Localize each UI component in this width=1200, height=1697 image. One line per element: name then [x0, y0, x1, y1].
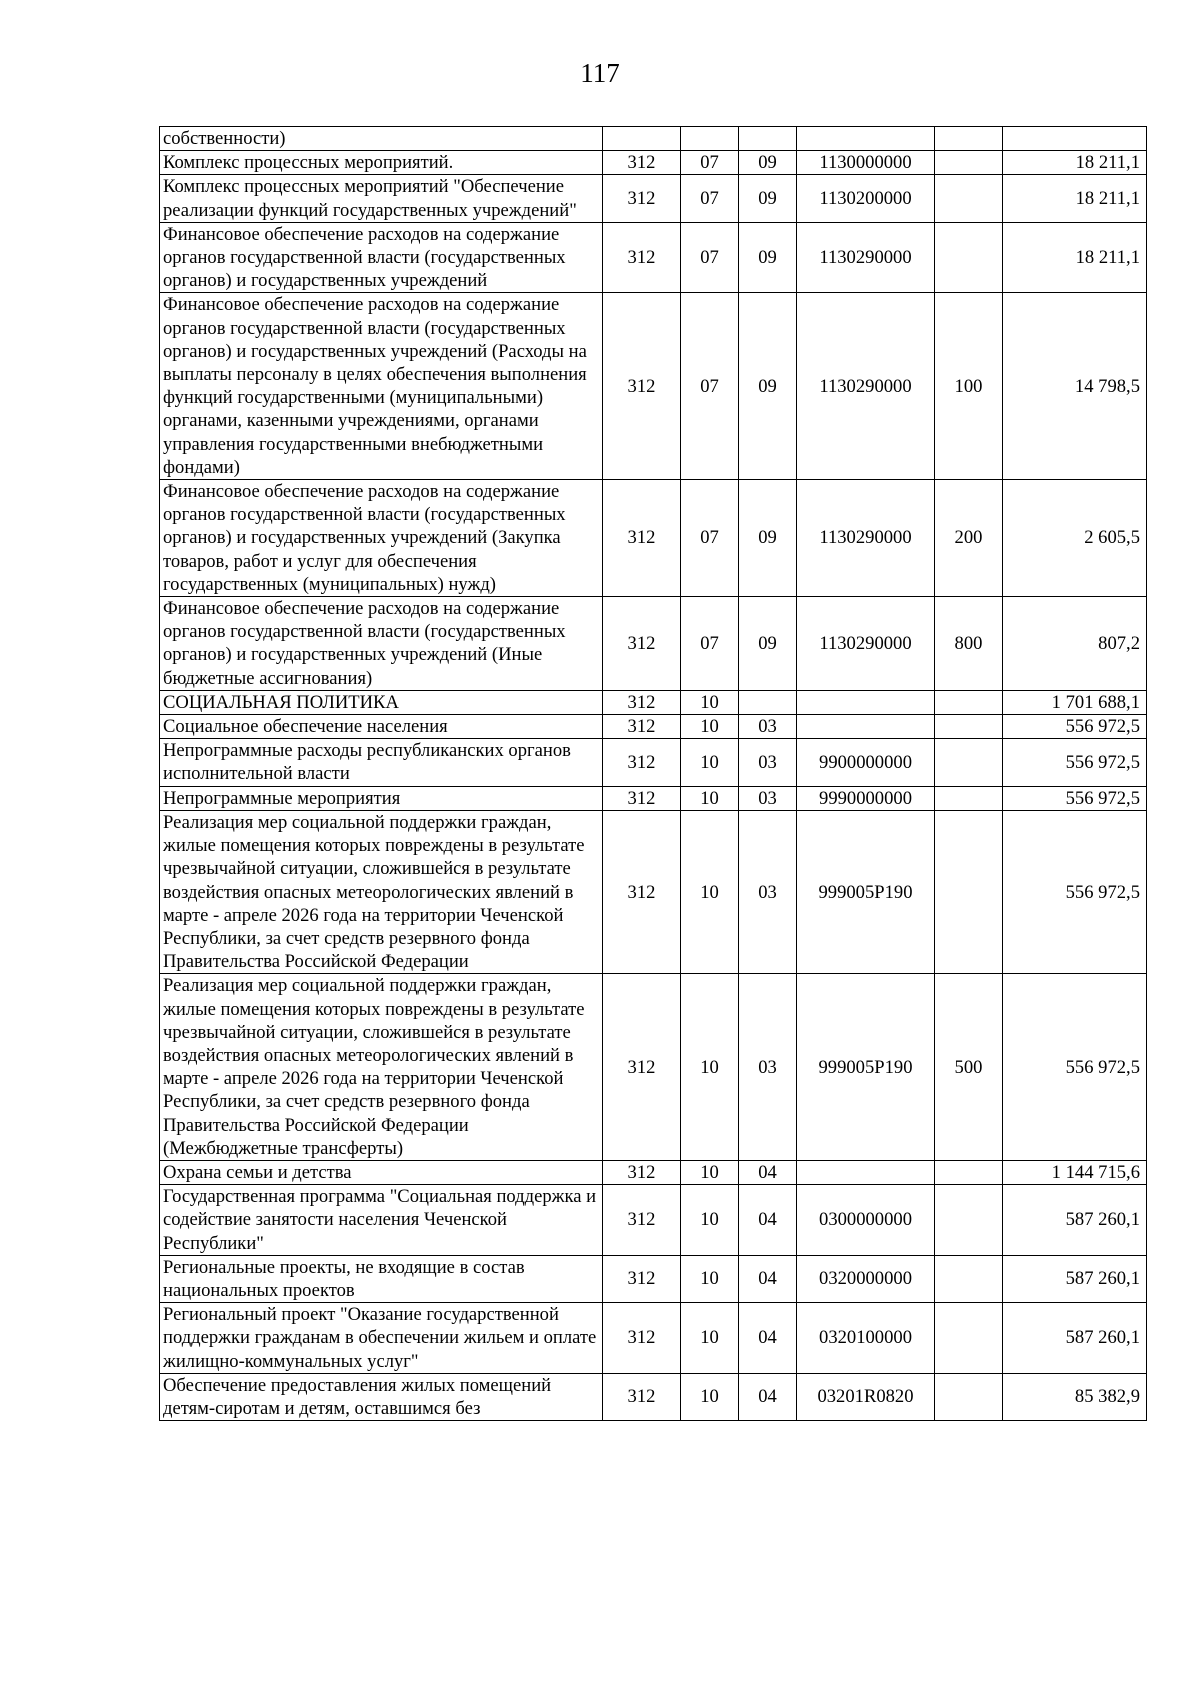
table-row	[160, 151, 1147, 175]
row-target-article-cell	[797, 690, 935, 714]
table-row	[160, 1160, 1147, 1184]
row-subsection-cell: 09	[739, 597, 797, 691]
row-grbs-cell: 312	[603, 739, 681, 786]
row-amount-cell: 18 211,1	[1003, 151, 1147, 175]
row-target-article-cell: 1130200000	[797, 175, 935, 222]
row-expense-type-cell	[935, 715, 1003, 739]
row-amount-cell: 587 260,1	[1003, 1255, 1147, 1302]
table-row	[160, 1185, 1147, 1256]
row-expense-type-cell: 800	[935, 597, 1003, 691]
table-row	[160, 293, 1147, 480]
row-grbs-cell: 312	[603, 175, 681, 222]
row-amount-cell: 18 211,1	[1003, 222, 1147, 293]
row-name-cell: Финансовое обеспечение расходов на содержание органов государственной власти (государственных органов) и государственных учреждений (Иные бюджетные ассигнования)	[160, 597, 603, 691]
row-grbs-cell: 312	[603, 1303, 681, 1374]
row-target-article-cell: 1130290000	[797, 293, 935, 480]
row-subsection-cell: 04	[739, 1303, 797, 1374]
row-expense-type-cell	[935, 1185, 1003, 1256]
table-row	[160, 974, 1147, 1161]
table-row	[160, 127, 1147, 151]
table-row	[160, 480, 1147, 597]
row-subsection-cell: 04	[739, 1185, 797, 1256]
row-section-cell: 10	[681, 1303, 739, 1374]
row-amount-cell: 2 605,5	[1003, 480, 1147, 597]
row-grbs-cell: 312	[603, 1185, 681, 1256]
row-subsection-cell: 04	[739, 1255, 797, 1302]
budget-table-body	[160, 127, 1147, 1421]
row-subsection-cell: 04	[739, 1160, 797, 1184]
row-expense-type-cell	[935, 175, 1003, 222]
row-name-cell: Охрана семьи и детства	[160, 1160, 603, 1184]
row-amount-cell: 556 972,5	[1003, 739, 1147, 786]
row-expense-type-cell	[935, 739, 1003, 786]
table-row	[160, 1303, 1147, 1374]
row-amount-cell: 1 144 715,6	[1003, 1160, 1147, 1184]
row-subsection-cell: 09	[739, 480, 797, 597]
row-target-article-cell	[797, 715, 935, 739]
row-target-article-cell: 03201R0820	[797, 1373, 935, 1420]
row-section-cell: 10	[681, 1160, 739, 1184]
budget-table	[159, 126, 1147, 1421]
row-grbs-cell: 312	[603, 480, 681, 597]
row-section-cell: 10	[681, 690, 739, 714]
row-subsection-cell: 03	[739, 715, 797, 739]
row-name-cell: Финансовое обеспечение расходов на содержание органов государственной власти (государственных органов) и государственных учреждений (Закупка товаров, работ и услуг для обеспечения государственных (муниципальных) нужд)	[160, 480, 603, 597]
table-row	[160, 1255, 1147, 1302]
table-row	[160, 1373, 1147, 1420]
row-name-cell: Комплекс процессных мероприятий "Обеспечение реализации функций государственных учреждений"	[160, 175, 603, 222]
row-section-cell: 07	[681, 222, 739, 293]
row-subsection-cell: 09	[739, 175, 797, 222]
row-grbs-cell: 312	[603, 786, 681, 810]
row-grbs-cell	[603, 127, 681, 151]
row-amount-cell: 85 382,9	[1003, 1373, 1147, 1420]
row-expense-type-cell	[935, 1255, 1003, 1302]
row-target-article-cell	[797, 1160, 935, 1184]
row-grbs-cell: 312	[603, 597, 681, 691]
row-name-cell: Региональный проект "Оказание государственной поддержки гражданам в обеспечении жильем и оплате жилищно-коммунальных услуг"	[160, 1303, 603, 1374]
row-amount-cell: 556 972,5	[1003, 810, 1147, 973]
table-row	[160, 690, 1147, 714]
row-subsection-cell	[739, 127, 797, 151]
row-target-article-cell: 1130290000	[797, 480, 935, 597]
row-expense-type-cell	[935, 1303, 1003, 1374]
row-name-cell: Государственная программа "Социальная поддержка и содействие занятости населения Чеченской Республики"	[160, 1185, 603, 1256]
row-target-article-cell: 1130000000	[797, 151, 935, 175]
table-row	[160, 786, 1147, 810]
row-name-cell: Финансовое обеспечение расходов на содержание органов государственной власти (государственных органов) и государственных учреждений (Расходы на выплаты персоналу в целях обеспечения выполнения функций государственными (муниципальными) органами, казенными учреждениями, органами управления государственными внебюджетными фондами)	[160, 293, 603, 480]
row-section-cell	[681, 127, 739, 151]
row-section-cell: 07	[681, 480, 739, 597]
row-grbs-cell: 312	[603, 690, 681, 714]
row-subsection-cell: 03	[739, 974, 797, 1161]
row-name-cell: Реализация мер социальной поддержки граждан, жилые помещения которых повреждены в результате чрезвычайной ситуации, сложившейся в результате воздействия опасных метеорологических явлений в марте - апреле 2026 года на территории Чеченской Республики, за счет средств резервного фонда Правительства Российской Федерации (Межбюджетные трансферты)	[160, 974, 603, 1161]
row-target-article-cell: 0320100000	[797, 1303, 935, 1374]
page-number: 117	[580, 58, 620, 88]
row-amount-cell: 587 260,1	[1003, 1185, 1147, 1256]
row-subsection-cell: 03	[739, 739, 797, 786]
row-subsection-cell: 03	[739, 786, 797, 810]
row-name-cell: Обеспечение предоставления жилых помещений детям-сиротам и детям, оставшимся без	[160, 1373, 603, 1420]
row-target-article-cell	[797, 127, 935, 151]
row-amount-cell: 556 972,5	[1003, 974, 1147, 1161]
row-grbs-cell: 312	[603, 222, 681, 293]
row-grbs-cell: 312	[603, 151, 681, 175]
row-name-cell: Комплекс процессных мероприятий.	[160, 151, 603, 175]
row-name-cell: Непрограммные мероприятия	[160, 786, 603, 810]
row-amount-cell: 18 211,1	[1003, 175, 1147, 222]
table-row	[160, 597, 1147, 691]
row-target-article-cell: 0300000000	[797, 1185, 935, 1256]
row-subsection-cell: 09	[739, 222, 797, 293]
row-grbs-cell: 312	[603, 293, 681, 480]
row-target-article-cell: 999005Р190	[797, 974, 935, 1161]
row-subsection-cell: 04	[739, 1373, 797, 1420]
table-row	[160, 739, 1147, 786]
row-subsection-cell: 03	[739, 810, 797, 973]
row-grbs-cell: 312	[603, 810, 681, 973]
row-subsection-cell: 09	[739, 293, 797, 480]
row-expense-type-cell: 100	[935, 293, 1003, 480]
row-amount-cell: 1 701 688,1	[1003, 690, 1147, 714]
row-section-cell: 10	[681, 810, 739, 973]
table-row	[160, 222, 1147, 293]
row-name-cell: Социальное обеспечение населения	[160, 715, 603, 739]
row-amount-cell: 807,2	[1003, 597, 1147, 691]
row-section-cell: 10	[681, 974, 739, 1161]
row-amount-cell: 556 972,5	[1003, 786, 1147, 810]
row-grbs-cell: 312	[603, 974, 681, 1161]
row-expense-type-cell	[935, 127, 1003, 151]
row-grbs-cell: 312	[603, 1160, 681, 1184]
row-name-cell: Региональные проекты, не входящие в состав национальных проектов	[160, 1255, 603, 1302]
row-amount-cell: 556 972,5	[1003, 715, 1147, 739]
row-section-cell: 10	[681, 739, 739, 786]
row-section-cell: 10	[681, 1255, 739, 1302]
row-expense-type-cell	[935, 810, 1003, 973]
row-expense-type-cell	[935, 151, 1003, 175]
table-row	[160, 175, 1147, 222]
row-section-cell: 10	[681, 1373, 739, 1420]
row-target-article-cell: 999005Р190	[797, 810, 935, 973]
row-expense-type-cell: 500	[935, 974, 1003, 1161]
row-section-cell: 07	[681, 175, 739, 222]
row-expense-type-cell	[935, 1373, 1003, 1420]
row-target-article-cell: 9900000000	[797, 739, 935, 786]
row-expense-type-cell	[935, 690, 1003, 714]
row-grbs-cell: 312	[603, 1373, 681, 1420]
row-subsection-cell	[739, 690, 797, 714]
row-subsection-cell: 09	[739, 151, 797, 175]
row-name-cell: Непрограммные расходы республиканских органов исполнительной власти	[160, 739, 603, 786]
row-target-article-cell: 1130290000	[797, 222, 935, 293]
row-section-cell: 07	[681, 597, 739, 691]
table-row	[160, 810, 1147, 973]
row-target-article-cell: 1130290000	[797, 597, 935, 691]
row-section-cell: 07	[681, 151, 739, 175]
row-grbs-cell: 312	[603, 715, 681, 739]
row-section-cell: 10	[681, 786, 739, 810]
row-expense-type-cell: 200	[935, 480, 1003, 597]
row-grbs-cell: 312	[603, 1255, 681, 1302]
row-name-cell: СОЦИАЛЬНАЯ ПОЛИТИКА	[160, 690, 603, 714]
row-name-cell: Финансовое обеспечение расходов на содержание органов государственной власти (государственных органов) и государственных учреждений	[160, 222, 603, 293]
row-expense-type-cell	[935, 786, 1003, 810]
row-expense-type-cell	[935, 1160, 1003, 1184]
row-amount-cell: 14 798,5	[1003, 293, 1147, 480]
table-row	[160, 715, 1147, 739]
row-section-cell: 10	[681, 715, 739, 739]
row-target-article-cell: 9990000000	[797, 786, 935, 810]
row-section-cell: 07	[681, 293, 739, 480]
row-amount-cell	[1003, 127, 1147, 151]
row-amount-cell: 587 260,1	[1003, 1303, 1147, 1374]
row-section-cell: 10	[681, 1185, 739, 1256]
row-target-article-cell: 0320000000	[797, 1255, 935, 1302]
row-name-cell: собственности)	[160, 127, 603, 151]
row-expense-type-cell	[935, 222, 1003, 293]
row-name-cell: Реализация мер социальной поддержки граждан, жилые помещения которых повреждены в результате чрезвычайной ситуации, сложившейся в результате воздействия опасных метеорологических явлений в марте - апреле 2026 года на территории Чеченской Республики, за счет средств резервного фонда Правительства Российской Федерации	[160, 810, 603, 973]
